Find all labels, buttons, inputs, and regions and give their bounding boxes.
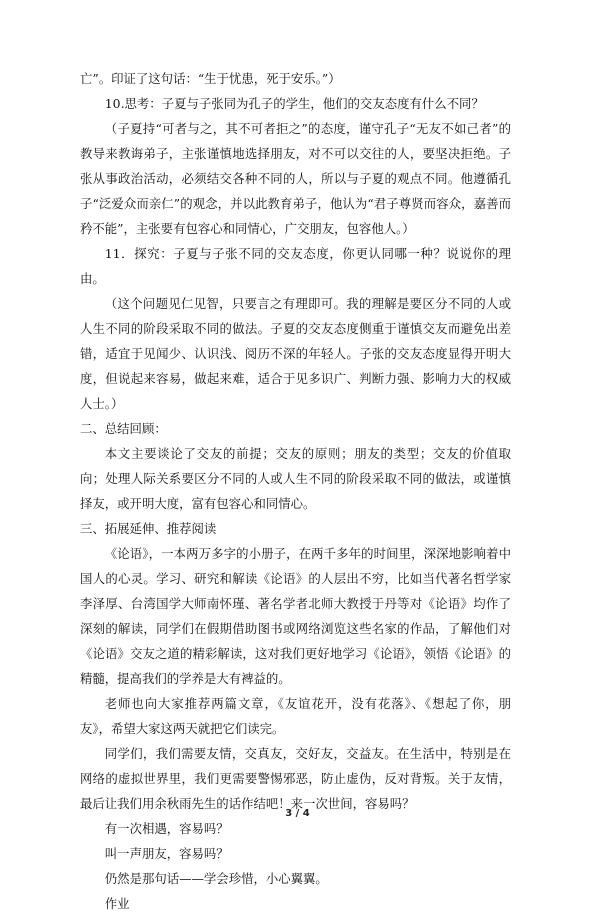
quote-line-2: 叫一声朋友，容易吗？ — [104, 846, 229, 861]
reading-paragraph-recommend: 老师也向大家推荐两篇文章，《友谊花开，没有花落》、《想起了你，朋友》，希望大家这两天就把它们读完。 — [80, 696, 511, 736]
homework-label: 作业 — [104, 896, 130, 911]
question-11: 11．探究：子夏与子张不同的交友态度，你更认同哪一种？说说你的理由。 — [80, 246, 511, 286]
quote-line-3: 仍然是那句话——学会珍惜，小心翼翼。 — [104, 871, 328, 886]
section-heading-extended-reading: 三、拓展延伸、推荐阅读 — [80, 521, 217, 536]
quote-line-1: 有一次相遇，容易吗？ — [104, 821, 229, 836]
closing-paragraph: 同学们，我们需要友情，交真友，交好友，交益友。在生活中，特别是在网络的虚拟世界里，我们更需要警惕邪恶，防止虚伪，反对背叛。关于友情，最后让我们用余秋雨先生的话作结吧！来一次世间，容易吗？ — [80, 746, 511, 811]
question-10: 10.思考：子夏与子张同为孔子的学生，他们的交友态度有什么不同？ — [104, 96, 484, 111]
answer-11: （这个问题见仁见智，只要言之有理即可。我的理解是要区分不同的人或人生不同的阶段采取不同的做法。子夏的交友态度侧重于谨慎交友而避免出差错，适宜于见闻少、认识浅、阅历不深的年轻人。子张的交友态度显得开明大度，但说起来容易，做起来难，适合于见多识广、判断力强、影响力大的权威人士。） — [80, 296, 511, 411]
page-number: 3 / 4 — [285, 808, 310, 819]
summary-paragraph: 本文主要谈论了交友的前提；交友的原则；朋友的类型；交友的价值取向；处理人际关系要区分不同的人或人生不同的阶段采取不同的做法，或谨慎择友，或开明大度，富有包容心和同情心。 — [80, 446, 511, 511]
answer-10: （子夏持“可者与之，其不可者拒之”的态度，谨守孔子“无友不如己者”的教导来教诲弟子，主张谨慎地选择朋友，对不可以交往的人，要坚决拒绝。子张从事政治活动，必须结交各种不同的人，所以与子夏的观点不同。他遵循孔子“泛爱众而亲仁”的观念，并以此教育弟子，他认为“君子尊贤而容众，嘉善而矜不能”，主张要有包容心和同情心，广交朋友，包容他人。） — [80, 121, 511, 236]
reading-paragraph-lunyu: 《论语》，一本两万多字的小册子，在两千多年的时间里，深深地影响着中国人的心灵。学习、研究和解读《论语》的人层出不穷，比如当代著名哲学家李泽厚、台湾国学大师南怀瑾、著名学者北师大教授于丹等对《论语》均作了深刻的解读，同学们在假期借助图书或网络浏览这些名家的作品，了解他们对《论语》交友之道的精彩解读，这对我们更好地学习《论语》，领悟《论语》的精髓，提高我们的学养是大有裨益的。 — [80, 546, 511, 686]
paragraph-continuation: 亡”。印证了这句话：“生于忧患，死于安乐。”） — [80, 71, 341, 86]
section-heading-summary: 二、总结回顾： — [80, 421, 167, 436]
